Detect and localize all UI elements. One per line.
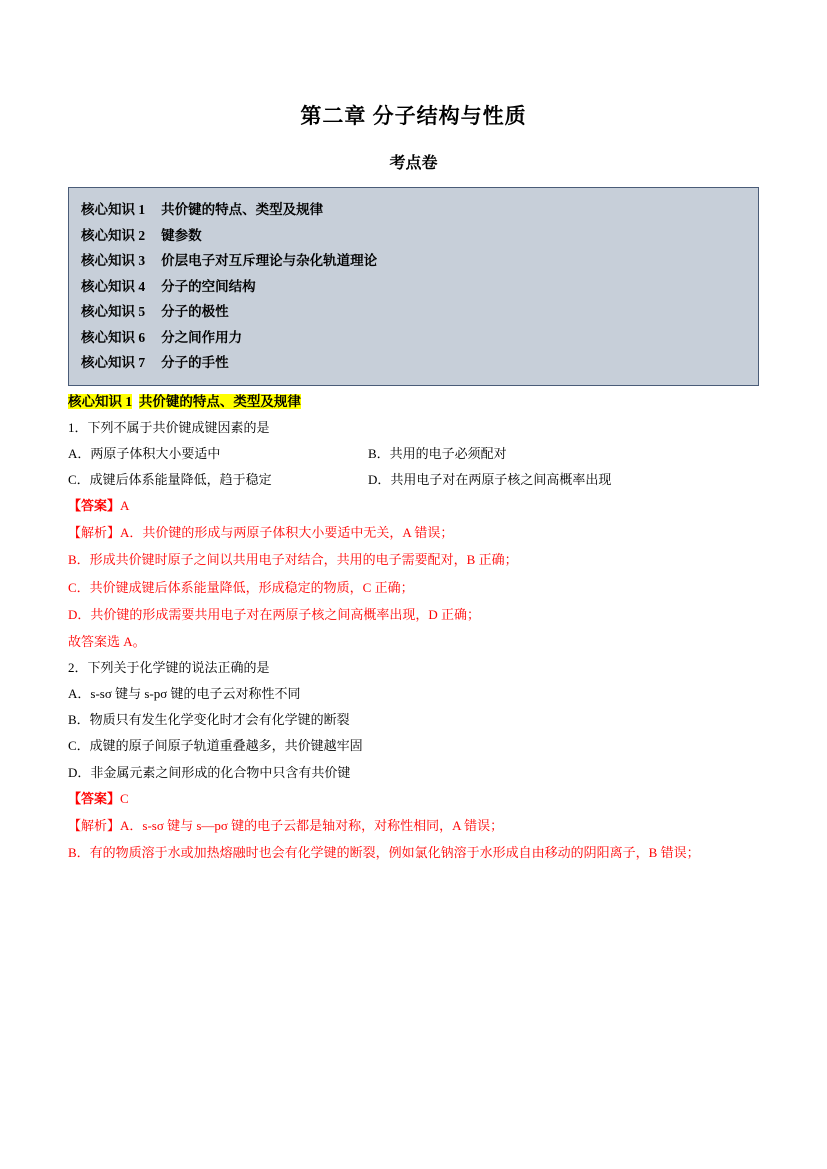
toc-item-label: 共价键的特点、类型及规律	[161, 202, 324, 217]
list-item	[81, 248, 748, 274]
explanation-line: D．共价键的形成需要共用电子对在两原子核之间高概率出现，D 正确；	[68, 606, 481, 622]
question-stem: 1．下列不属于共价键成键因素的是	[68, 419, 270, 435]
explanation-line: B．形成共价键时原子之间以共用电子对结合，共用的电子需要配对，B 正确；	[68, 552, 518, 568]
list-item	[81, 325, 748, 351]
option-d: D．共用电子对在两原子核之间高概率出现	[368, 472, 612, 488]
table-of-contents	[68, 187, 759, 386]
answer-value: A	[120, 498, 130, 514]
option-c: C．成键的原子间原子轨道重叠越多，共价键越牢固	[68, 738, 363, 754]
section-label: 共价键的特点、类型及规律	[138, 393, 301, 409]
question-stem: 2．下列关于化学键的说法正确的是	[68, 660, 270, 676]
answer-tag: 【答案】	[68, 498, 121, 514]
explanation-tag: 【解析】	[68, 817, 121, 833]
list-item	[81, 197, 748, 223]
toc-item-number: 核心知识 7	[81, 355, 146, 370]
answer-line	[68, 789, 759, 809]
toc-item-number: 核心知识 4	[81, 278, 146, 294]
toc-item-label: 分子的极性	[161, 304, 229, 319]
option-row	[68, 444, 759, 464]
section-number: 核心知识 1	[68, 393, 133, 409]
option-row	[68, 470, 759, 490]
option-a: A．两原子体积大小要适中	[68, 445, 221, 461]
list-item	[81, 299, 748, 325]
toc-item-number: 核心知识 3	[81, 253, 146, 268]
explanation-tag: 【解析】	[68, 525, 121, 541]
option-d: D．非金属元素之间形成的化合物中只含有共价键	[68, 764, 351, 780]
toc-item-label: 分子的空间结构	[161, 278, 256, 294]
option-b: B．物质只有发生化学变化时才会有化学键的断裂	[68, 712, 350, 728]
toc-item-label: 键参数	[161, 227, 202, 243]
explanation-line: 故答案选 A。	[68, 633, 146, 649]
section-heading	[68, 392, 759, 412]
toc-item-label: 分之间作用力	[161, 329, 243, 345]
explanation-text: A．s-sσ 键与 s—pσ 键的电子云都是轴对称，对称性相同，A 错误；	[120, 817, 504, 833]
option-a: A．s-sσ 键与 s-pσ 键的电子云对称性不同	[68, 686, 301, 702]
list-item	[81, 274, 748, 300]
toc-item-number: 核心知识 2	[81, 227, 146, 243]
page-title: 第二章 分子结构与性质	[300, 104, 527, 128]
answer-tag: 【答案】	[68, 790, 121, 806]
explanation-line: C．共价键成键后体系能量降低，形成稳定的物质，C 正确；	[68, 579, 414, 595]
toc-item-number: 核心知识 1	[81, 202, 146, 217]
option-b: B．共用的电子必须配对	[368, 445, 507, 461]
explanation-first-line	[68, 523, 759, 543]
answer-value: C	[120, 790, 129, 806]
toc-item-number: 核心知识 5	[81, 304, 146, 319]
explanation-line: B．有的物质溶于水或加热熔融时也会有化学键的断裂，例如氯化钠溶于水形成自由移动的阴阳离子，B 错误；	[68, 845, 700, 860]
option-c: C．成键后体系能量降低，趋于稳定	[68, 472, 272, 488]
toc-item-number: 核心知识 6	[81, 329, 146, 345]
toc-item-label: 分子的手性	[161, 355, 229, 370]
answer-line	[68, 496, 759, 516]
toc-item-label: 价层电子对互斥理论与杂化轨道理论	[161, 253, 378, 268]
page-subtitle: 考点卷	[389, 155, 438, 172]
list-item	[81, 223, 748, 249]
explanation-first-line	[68, 816, 759, 836]
explanation-text: A．共价键的形成与两原子体积大小要适中无关，A 错误；	[120, 525, 454, 541]
list-item	[81, 350, 748, 376]
